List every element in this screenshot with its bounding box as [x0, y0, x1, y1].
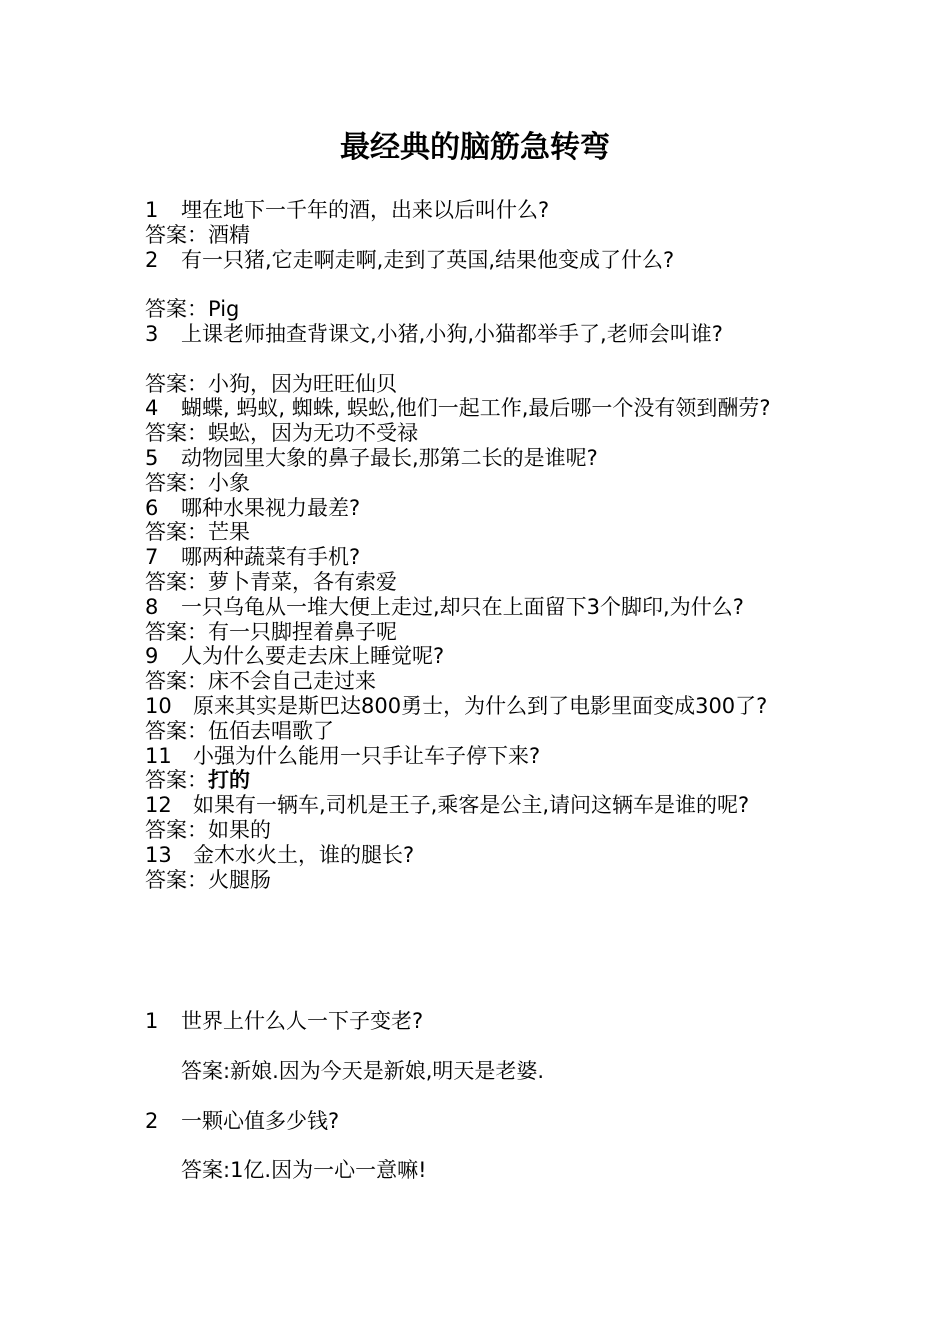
riddle-answer: 答案:1亿.因为一心一意嘛! [181, 1158, 427, 1182]
riddle-answer: 答案：床不会自己走过来 [145, 669, 376, 694]
riddle-question: 5 动物园里大象的鼻子最长,那第二长的是谁呢? [145, 445, 598, 470]
riddle-list [145, 198, 815, 892]
riddle-answer: 答案：芒果 [145, 520, 250, 545]
riddle-answer: 答案：火腿肠 [145, 867, 271, 892]
riddle-answer: 答案：小象 [145, 470, 250, 495]
riddle-answer: 答案：酒精 [145, 222, 250, 247]
riddle-question: 2 有一只猪,它走啊走啊,走到了英国,结果他变成了什么? [145, 247, 675, 272]
riddle-question: 11 小强为什么能用一只手让车子停下来? [145, 743, 541, 768]
riddle-question: 3 上课老师抽查背课文,小猪,小狗,小猫都举手了,老师会叫谁? [145, 321, 723, 346]
riddle-question: 8 一只乌龟从一堆大便上走过,却只在上面留下3个脚印,为什么? [145, 594, 744, 619]
document-title: 最经典的脑筋急转弯 [340, 130, 610, 165]
riddle-answer: 答案：Pig [145, 297, 240, 322]
riddle-answer: 答案：蜈蚣，因为无功不受禄 [145, 421, 418, 446]
riddle-answer: 答案：小狗，因为旺旺仙贝 [145, 371, 397, 396]
riddle-question: 10 原来其实是斯巴达800勇士，为什么到了电影里面变成300了? [145, 693, 768, 718]
riddle-question: 7 哪两种蔬菜有手机? [145, 545, 361, 570]
riddle-question: 6 哪种水果视力最差? [145, 495, 361, 520]
riddle-question: 1 世界上什么人一下子变老? [145, 1009, 424, 1033]
riddle-question: 4 蝴蝶, 蚂蚁, 蜘蛛, 蜈蚣,他们一起工作,最后哪一个没有领到酬劳? [145, 396, 771, 421]
riddle-question: 13 金木水火土，谁的腿长? [145, 842, 415, 867]
riddle-answer: 答案：萝卜青菜，各有索爱 [145, 569, 397, 594]
riddle-question: 1 埋在地下一千年的酒，出来以后叫什么? [145, 198, 550, 222]
riddle-answer: 答案:新娘.因为今天是新娘,明天是老婆. [181, 1059, 545, 1083]
riddle-question: 2 一颗心值多少钱? [145, 1109, 340, 1133]
riddle-answer: 答案：打的 [145, 768, 250, 793]
riddle-answer: 答案：伍佰去唱歌了 [145, 718, 334, 743]
riddle-question: 9 人为什么要走去床上睡觉呢? [145, 644, 445, 669]
riddle-answer: 答案：有一只脚捏着鼻子呢 [145, 619, 397, 644]
riddle-question: 12 如果有一辆车,司机是王子,乘客是公主,请问这辆车是谁的呢? [145, 793, 750, 818]
riddle-answer: 答案：如果的 [145, 817, 271, 842]
